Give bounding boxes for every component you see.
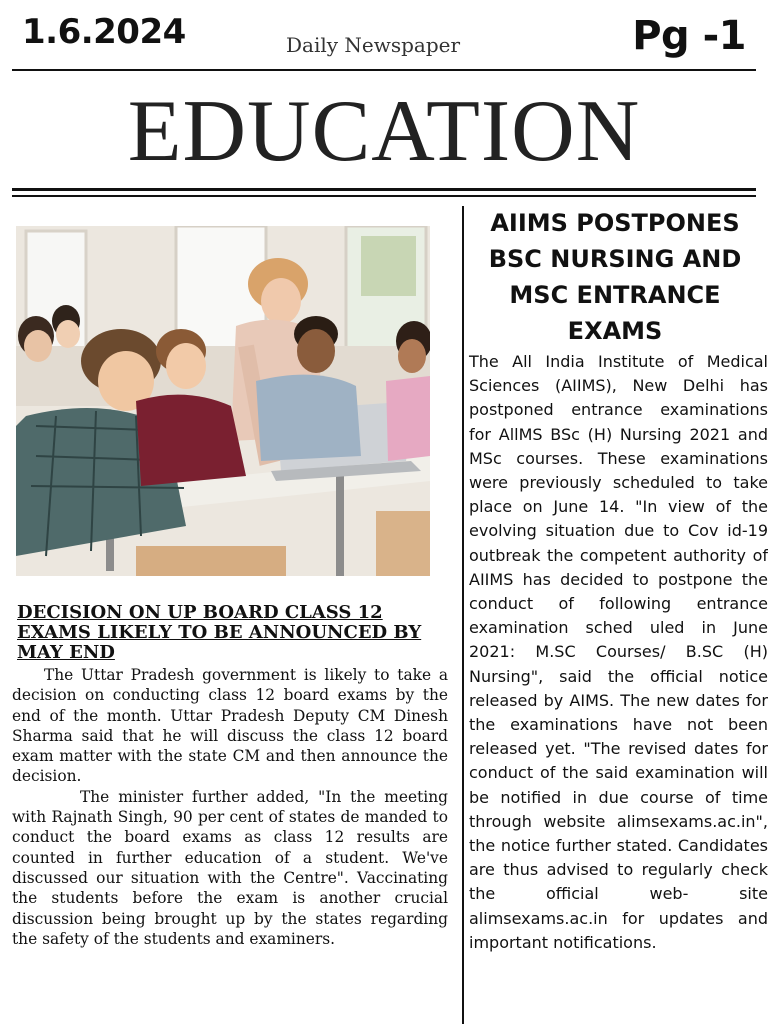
header-rule	[12, 69, 756, 71]
aiims-article-body	[469, 350, 768, 955]
page-number: Pg -1	[632, 13, 746, 59]
issue-date: 1.6.2024	[22, 12, 186, 52]
up-board-paragraph: The minister further added, "In the meeting with Rajnath Singh, 90 per cent of states de manded to conduct the board exams as class 12 results are counted in further education of a student. We've discussed our situation with the Centre". Vaccinating the students before the exam is another crucial discussion being brought up by the states regarding the safety of the students and examiners.	[12, 787, 448, 948]
classroom-photo-illustration	[16, 226, 430, 576]
aiims-headline: AIIMS POSTPONES BSC NURSING AND MSC ENTRANCE EXAMS	[488, 209, 742, 345]
up-board-headline: DECISION ON UP BOARD CLASS 12 EXAMS LIKELY TO BE ANNOUNCED BY MAY END	[17, 602, 422, 663]
section-masthead: EDUCATION	[127, 83, 641, 180]
masthead-rule-thin	[12, 195, 756, 197]
classroom-photo	[16, 226, 430, 576]
up-board-article-body	[12, 665, 448, 949]
column-divider	[462, 206, 464, 1024]
newspaper-subtitle: Daily Newspaper	[286, 33, 461, 57]
masthead-rule-thick	[12, 188, 756, 191]
up-board-paragraph: The Uttar Pradesh government is likely to take a decision on conducting class 12 board exams by the end of the month. Uttar Pradesh Deputy CM Dinesh Sharma said that he will discuss the class 12 board exam matter with the state CM and then announce the decision.	[12, 666, 448, 786]
aiims-paragraph: The All India Institute of Medical Sciences (AIIMS), New Delhi has postponed entrance examinations for AllMS BSc (H) Nursing 2021 and MSc courses. These examinations were previously scheduled to take place on June 14. "In view of the evolving situation due to Cov id-19 outbreak the competent authority of AIIMS has decided to postpone the conduct of following entrance examination sched uled in June 2021: M.SC Courses/ B.SC (H) Nursing", said the official notice released by AIMS. The new dates for the examinations have not been released yet. "The revised dates for conduct of the said examination will be notified in due course of time through website alimsexams.ac.in", the notice further stated. Candidates are thus advised to regularly check the official web- site alimsexams.ac.in for updates and important notifications.	[469, 352, 768, 952]
